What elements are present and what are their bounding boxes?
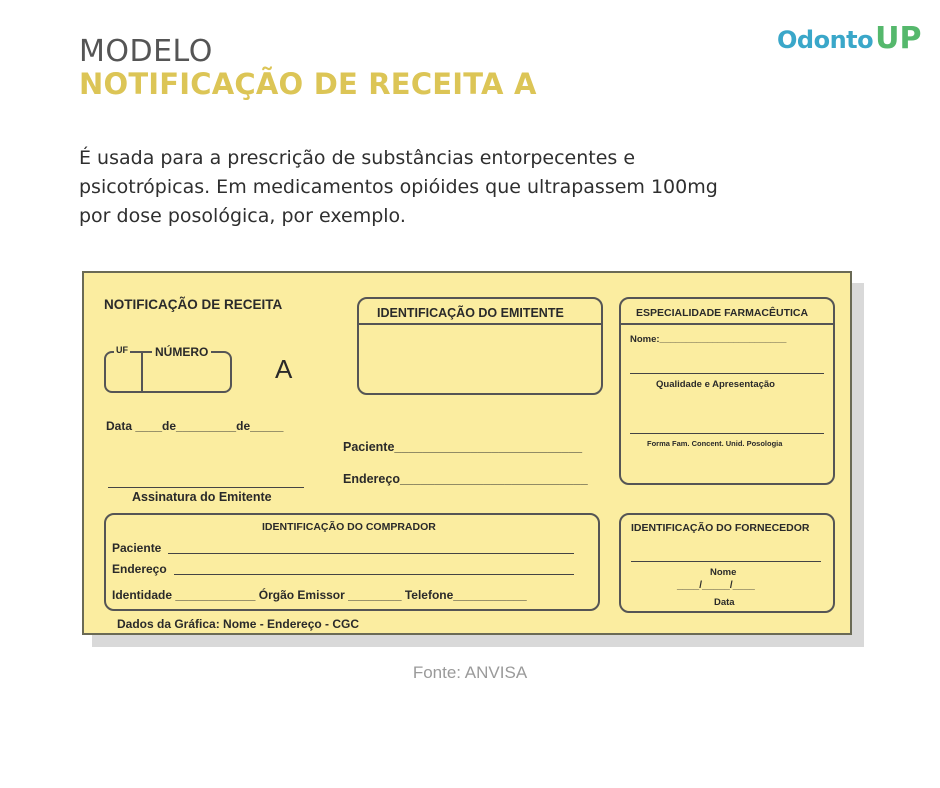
title-line-2: NOTIFICAÇÃO DE RECEITA A [79, 67, 537, 101]
fornecedor-line [631, 561, 821, 562]
logo-text-odonto: Odonto [777, 26, 874, 54]
numero-label: NÚMERO [152, 345, 211, 359]
comprador-paciente-line [168, 553, 574, 554]
emitente-title: IDENTIFICAÇÃO DO EMITENTE [377, 306, 564, 320]
fornecedor-data-label: Data [714, 597, 735, 608]
comprador-title: IDENTIFICAÇÃO DO COMPRADOR [262, 521, 436, 533]
qualidade-label: Qualidade e Apresentação [656, 379, 775, 390]
comprador-identidade-field: Identidade ____________ Órgão Emissor ________ Telefone___________ [112, 588, 527, 602]
endereco-field: Endereço___________________________ [343, 472, 588, 486]
dados-grafica: Dados da Gráfica: Nome - Endereço - CGC [117, 617, 360, 631]
paciente-field: Paciente___________________________ [343, 440, 583, 454]
fornecedor-date-field: ____/_____/____ [677, 580, 755, 591]
comprador-endereco-label: Endereço [112, 562, 167, 576]
form-heading: NOTIFICAÇÃO DE RECEITA [104, 297, 283, 312]
uf-label: UF [116, 345, 128, 355]
forma-label: Forma Fam. Concent. Unid. Posologia [647, 439, 783, 448]
prescription-form [82, 271, 852, 635]
fornecedor-title: IDENTIFICAÇÃO DO FORNECEDOR [631, 522, 810, 534]
fornecedor-nome-label: Nome [710, 567, 737, 578]
especialidade-title: ESPECIALIDADE FARMACÊUTICA [636, 307, 809, 319]
uf-divider [141, 353, 143, 393]
especialidade-line-2 [630, 433, 824, 434]
signature-label: Assinatura do Emitente [132, 490, 272, 504]
signature-line [108, 487, 304, 488]
logo-text-up: UP [875, 21, 922, 56]
comprador-endereco-line [174, 574, 574, 575]
description-line: por dose posológica, por exemplo. [79, 205, 406, 227]
receita-letter: A [275, 354, 293, 384]
data-field: Data ____de_________de_____ [106, 419, 284, 433]
emitente-divider [359, 323, 601, 325]
nome-field: Nome:________________________ [630, 334, 787, 345]
comprador-paciente-label: Paciente [112, 541, 162, 555]
title-line-1: MODELO [79, 34, 213, 69]
especialidade-box [619, 297, 835, 485]
source-caption: Fonte: ANVISA [412, 663, 528, 682]
especialidade-divider [621, 323, 833, 325]
description [79, 144, 819, 231]
odontoup-logo [777, 18, 921, 54]
especialidade-line-1 [630, 373, 824, 374]
description-line: É usada para a prescrição de substâncias entorpecentes e [79, 147, 636, 169]
description-line: psicotrópicas. Em medicamentos opióides que ultrapassem 100mg [79, 176, 718, 198]
